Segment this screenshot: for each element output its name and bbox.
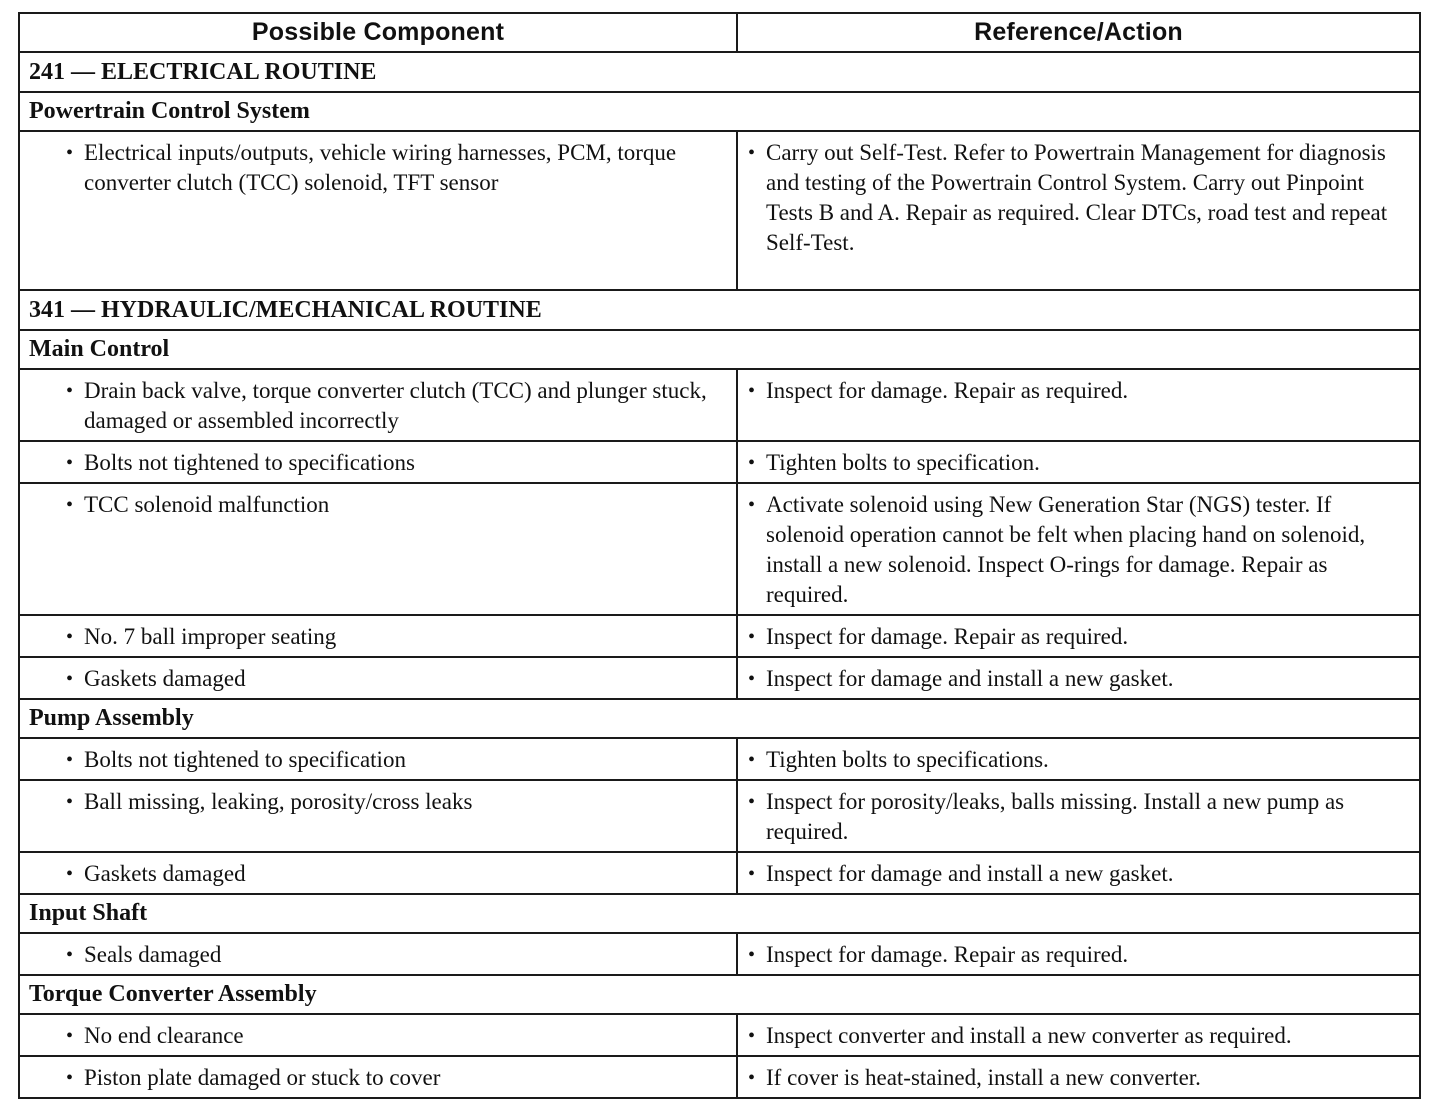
section-heading: Main Control [19,330,1420,369]
table-row [19,780,1420,852]
routine-heading: 341 — HYDRAULIC/MECHANICAL ROUTINE [19,290,1420,330]
routine-row [19,52,1420,92]
bullet-icon: • [66,749,74,771]
bullet-icon: • [748,749,756,771]
component-text: Gaskets damaged [84,666,246,691]
action-text: If cover is heat-stained, install a new converter. [766,1065,1201,1090]
bullet-icon: • [748,494,756,516]
action-text: Inspect for damage. Repair as required. [766,624,1129,649]
header-reference-action: Reference/Action [737,13,1420,52]
component-text: Gaskets damaged [84,861,246,886]
component-text: Seals damaged [84,942,222,967]
section-heading: Pump Assembly [19,699,1420,738]
action-cell [737,657,1420,699]
component-cell [19,933,737,975]
section-heading: Powertrain Control System [19,92,1420,131]
bullet-icon: • [748,452,756,474]
action-cell [737,615,1420,657]
component-cell [19,441,737,483]
component-text: Piston plate damaged or stuck to cover [84,1065,441,1090]
action-cell [737,1014,1420,1056]
bullet-icon: • [748,626,756,648]
action-cell [737,933,1420,975]
section-row [19,92,1420,131]
bullet-icon: • [66,668,74,690]
action-text: Carry out Self-Test. Refer to Powertrain Management for diagnosis and testing of the Powertrain Control System. Carry out Pinpoint Tests B and A. Repair as required. Clear DTCs, road test and repeat Self-Test. [766,140,1388,255]
bullet-icon: • [66,944,74,966]
table-row [19,852,1420,894]
action-text: Inspect for damage. Repair as required. [766,378,1129,403]
bullet-icon: • [748,863,756,885]
component-cell [19,1014,737,1056]
bullet-icon: • [66,494,74,516]
action-cell [737,131,1420,290]
action-cell [737,780,1420,852]
table-row [19,369,1420,441]
section-heading: Torque Converter Assembly [19,975,1420,1014]
component-cell [19,738,737,780]
bullet-icon: • [748,791,756,813]
table-row [19,441,1420,483]
table-row [19,483,1420,615]
component-text: No end clearance [84,1023,244,1048]
action-cell [737,852,1420,894]
action-cell [737,441,1420,483]
bullet-icon: • [748,1025,756,1047]
bullet-icon: • [66,452,74,474]
bullet-icon: • [66,142,74,164]
table-row [19,933,1420,975]
table-row [19,1014,1420,1056]
table-row [19,738,1420,780]
table-row [19,131,1420,290]
bullet-icon: • [748,944,756,966]
action-cell [737,483,1420,615]
section-heading: Input Shaft [19,894,1420,933]
component-cell [19,1056,737,1098]
component-cell [19,657,737,699]
component-text: Bolts not tightened to specifications [84,450,415,475]
diagnosis-table [18,12,1421,1099]
routine-heading: 241 — ELECTRICAL ROUTINE [19,52,1420,92]
header-row [19,13,1420,52]
component-text: Electrical inputs/outputs, vehicle wiring harnesses, PCM, torque converter clutch (TCC) solenoid, TFT sensor [84,140,677,195]
routine-row [19,290,1420,330]
bullet-icon: • [66,626,74,648]
component-cell [19,483,737,615]
action-text: Inspect for damage. Repair as required. [766,942,1129,967]
header-possible-component: Possible Component [19,13,737,52]
section-row [19,975,1420,1014]
bullet-icon: • [748,1067,756,1089]
action-text: Inspect converter and install a new converter as required. [766,1023,1292,1048]
action-text: Tighten bolts to specification. [766,450,1040,475]
component-text: TCC solenoid malfunction [84,492,330,517]
component-cell [19,369,737,441]
action-cell [737,369,1420,441]
action-text: Inspect for porosity/leaks, balls missing. Install a new pump as required. [766,789,1345,844]
component-cell [19,131,737,290]
bullet-icon: • [66,1067,74,1089]
action-cell [737,738,1420,780]
section-row [19,699,1420,738]
component-text: No. 7 ball improper seating [84,624,337,649]
component-cell [19,780,737,852]
component-text: Bolts not tightened to specification [84,747,406,772]
component-text: Drain back valve, torque converter clutch (TCC) and plunger stuck, damaged or assembled incorrectly [84,378,707,433]
action-cell [737,1056,1420,1098]
section-row [19,894,1420,933]
bullet-icon: • [748,668,756,690]
action-text: Activate solenoid using New Generation Star (NGS) tester. If solenoid operation cannot be felt when placing hand on solenoid, install a new solenoid. Inspect O-rings for damage. Repair as required. [766,492,1366,607]
action-text: Tighten bolts to specifications. [766,747,1049,772]
component-cell [19,852,737,894]
table-row [19,615,1420,657]
action-text: Inspect for damage and install a new gasket. [766,666,1174,691]
table-row [19,1056,1420,1098]
bullet-icon: • [66,1025,74,1047]
table-row [19,657,1420,699]
component-cell [19,615,737,657]
bullet-icon: • [748,380,756,402]
bullet-icon: • [66,380,74,402]
component-text: Ball missing, leaking, porosity/cross leaks [84,789,473,814]
bullet-icon: • [66,791,74,813]
bullet-icon: • [66,863,74,885]
action-text: Inspect for damage and install a new gasket. [766,861,1174,886]
section-row [19,330,1420,369]
bullet-icon: • [748,142,756,164]
